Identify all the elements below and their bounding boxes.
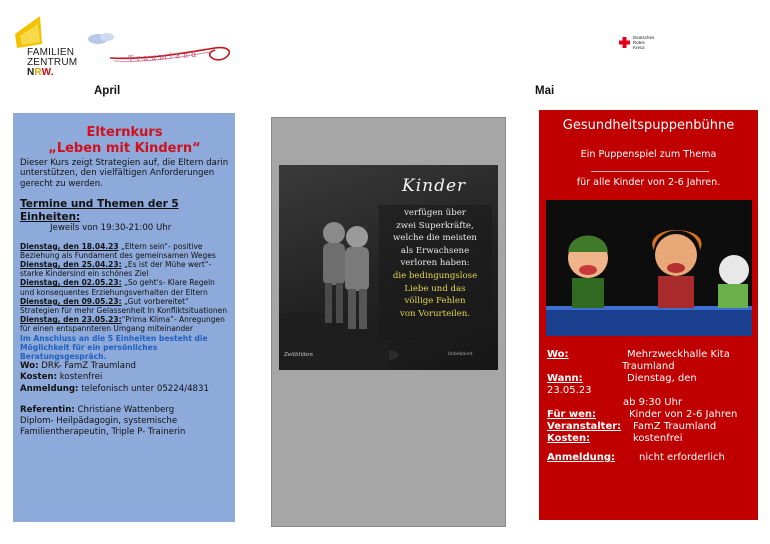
traumland-script: Traumland: [127, 49, 200, 64]
puppenbuehne-sub2: für alle Kinder von 2-6 Jahren.: [576, 177, 721, 188]
familienzentrum-logo: [10, 14, 250, 78]
photo-credit-right: Unbekannt: [448, 352, 473, 357]
photo-credit-left: Zeitblüten: [284, 352, 313, 358]
familienzentrum-text: [27, 48, 77, 78]
month-april: April: [94, 85, 121, 97]
drk-logo: [619, 35, 654, 50]
session-item: Dienstag, den 02.05.23: „So geht's- Klare Regeln und konsequentes Erziehungsverhalten der Eltern: [20, 278, 215, 297]
elternkurs-info: [20, 361, 229, 395]
kinder-quote: verfügen über zwei Superkräfte, welche die meisten als Erwachsene verloren haben: die bedingungslose Liebe und das völlige Fehlen von Vorurteilen.: [392, 208, 478, 319]
elternkurs-title: Elternkurs „Leben mit Kindern“: [48, 125, 201, 156]
sessions-list: [20, 242, 229, 334]
elternkurs-panel: [13, 113, 235, 522]
veranstalter-row: Veranstalter: FamZ Traumland: [547, 421, 717, 432]
wo-row-cont: Traumland: [622, 361, 675, 372]
beratung-note: Im Anschluss an die 5 Einheiten besteht die Möglichkeit für ein persönliches Beratungsgespräch.: [20, 333, 208, 362]
wann-date: 23.05.23: [547, 385, 592, 396]
wo-row: Wo: Mehrzweckhalle Kita: [547, 349, 730, 360]
drk-text: Deutsches Rotes Kreuz: [633, 35, 655, 50]
anmeldung-row: Anmeldung: nicht erforderlich: [547, 452, 725, 463]
wo-row: Wo: DRK- FamZ Traumland: [20, 361, 136, 372]
referentin: Referentin: Christiane Wattenberg Diplom- Heilpädagogin, systemische Familientherapeutin, Triple P- Trainerin: [20, 404, 186, 438]
fuer-row: Für wen: Kinder von 2-6 Jahren: [547, 409, 738, 420]
kinder-title: Kinder: [402, 176, 467, 196]
kosten-row: Kosten: kostenfrei: [547, 433, 683, 444]
puppenbuehne-sub1: Ein Puppenspiel zum Thema: [580, 149, 717, 160]
elternkurs-intro: Dieser Kurs zeigt Strategien auf, die Eltern darin unterstützen, den vielfältigen Anforderungen gerecht zu werden.: [20, 158, 229, 189]
session-item: Dienstag, den 25.04.23: „Es ist der Mühe wert“- starke Kindersind ein schönes Ziel: [20, 260, 212, 279]
wann-time: ab 9:30 Uhr: [623, 397, 683, 408]
session-item: Dienstag, den 09.05.23: „Gut vorbereitet“ Strategien für mehr Gelassenheit In Konfliktsituationen: [20, 296, 227, 316]
red-cross-icon: [619, 37, 630, 48]
puppets-photo: [546, 200, 752, 336]
logo-line1: FAMILIEN: [27, 47, 75, 58]
puppenbuehne-details: [547, 349, 757, 464]
puppenbuehne-title: Gesundheitspuppenbühne: [562, 118, 735, 133]
session-item: Dienstag, den 18.04.23 „Eltern sein“- positive Beziehung als Fundament des gemeinsamen Weges: [20, 241, 216, 260]
spacer: [547, 445, 757, 452]
anmeldung-row: Anmeldung: telefonisch unter 05224/4831: [20, 383, 209, 394]
wann-row: Wann: Dienstag, den: [547, 373, 697, 384]
kosten-row: Kosten: kostenfrei: [20, 372, 103, 383]
termine-heading: Termine und Themen der 5 Einheiten:: [20, 198, 179, 223]
logo-nrw: NRW.: [27, 67, 54, 78]
month-mai: Mai: [535, 85, 555, 97]
logo-line2: ZENTRUM: [27, 57, 78, 68]
session-item: Dienstag, den 23.05.23:“Prima Klima”- Anregungen für einen entspannteren Umgang miteinander: [20, 315, 225, 334]
puppets-illustration: [546, 200, 752, 336]
termine-time: Jeweils von 19:30-21:00 Uhr: [50, 223, 172, 234]
thema-blank-line: [591, 171, 709, 172]
